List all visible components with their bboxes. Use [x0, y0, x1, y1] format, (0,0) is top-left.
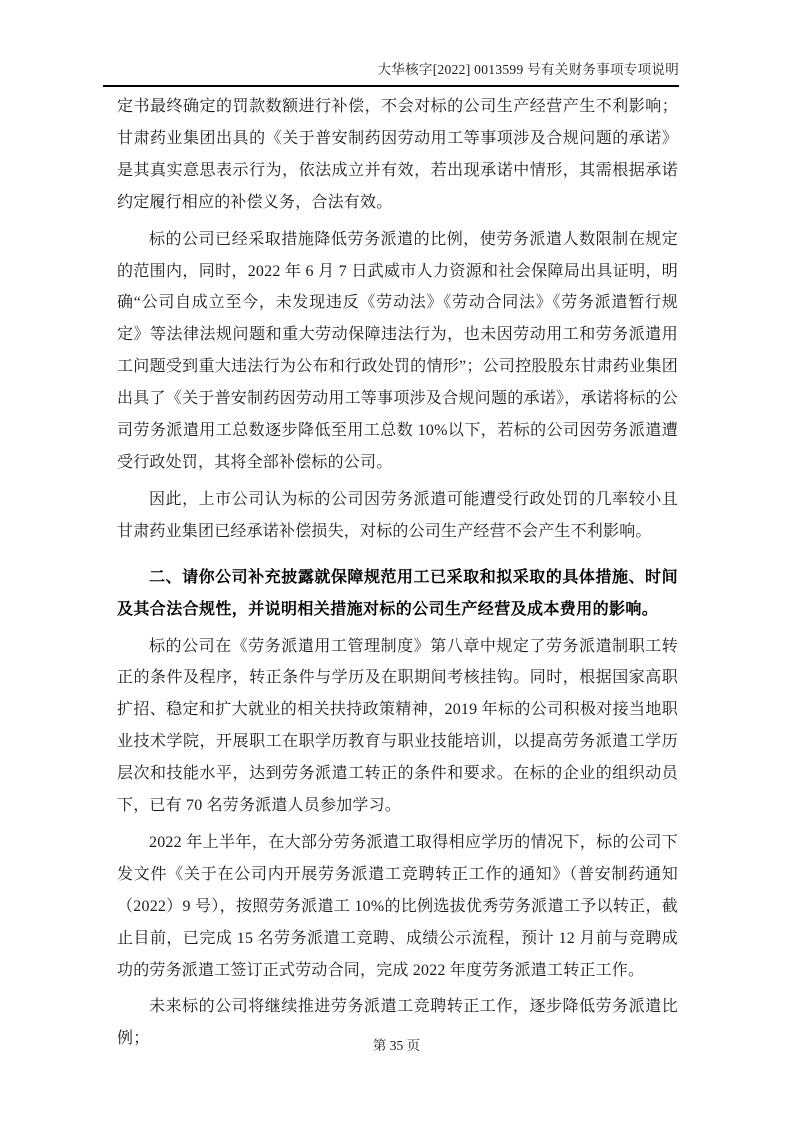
- body-paragraph: 定书最终确定的罚款数额进行补偿，不会对标的公司生产经营产生不利影响；甘肃药业集团出具的《关于普安制药因劳动用工等事项涉及合规问题的承诺》是其真实意思表示行为，依法成立并有效，若出现承诺中情形，其需根据承诺约定履行相应的补偿义务，合法有效。: [117, 98, 678, 211]
- header-rule: [103, 85, 679, 87]
- page-header: [103, 0, 679, 87]
- document-body: [117, 91, 678, 1060]
- section-heading: 二、请你公司补充披露就保障规范用工已采取和拟采取的具体措施、时间及其合法合规性，并说明相关措施对标的公司生产经营及成本费用的影响。: [117, 568, 678, 618]
- body-paragraph: 2022 年上半年，在大部分劳务派遣工取得相应学历的情况下，标的公司下发文件《关于在公司内开展劳务派遣工竞聘转正工作的通知》（普安制药通知（2022）9 号），按照劳务派遣工 10%的比例选拔优秀劳务派遣工予以转正，截止目前，已完成 15 名劳务派遣工竞聘、成绩公示流程，预计 12 月前与竞聘成功的劳务派遣工签订正式劳动合同，完成 2022 年度劳务派遣工转正工作。: [117, 833, 678, 979]
- body-paragraph: 未来标的公司将继续推进劳务派遣工竞聘转正工作，逐步降低劳务派遣比例；: [117, 998, 678, 1048]
- body-paragraph: 因此，上市公司认为标的公司因劳务派遣可能遭受行政处罚的几率较小且甘肃药业集团已经承诺补偿损失，对标的公司生产经营不会产生不利影响。: [117, 490, 678, 540]
- page-number: 第 35 页: [372, 1038, 421, 1053]
- body-paragraph: 标的公司已经采取措施降低劳务派遣的比例，使劳务派遣人数限制在规定的范围内，同时，2022 年 6 月 7 日武威市人力资源和社会保障局出具证明，明确“公司自成立至今，未发现违反《劳动法》《劳动合同法》《劳务派遣暂行规定》等法律法规问题和重大劳动保障违法行为，也未因劳动用工和劳务派遣用工问题受到重大违法行为公布和行政处罚的情形”；公司控股股东甘肃药业集团出具了《关于普安制药因劳动用工等事项涉及合规问题的承诺》，承诺将标的公司劳务派遣用工总数逐步降低至用工总数 10%以下，若标的公司因劳务派遣遭受行政处罚，其将全部补偿标的公司。: [117, 230, 678, 471]
- header-title: 大华核字[2022] 0013599 号有关财务事项专项说明: [377, 62, 679, 77]
- body-paragraph: 标的公司在《劳务派遣用工管理制度》第八章中规定了劳务派遣制职工转正的条件及程序，转正条件与学历及在职期间考核挂钩。同时，根据国家高职扩招、稳定和扩大就业的相关扶持政策精神，2019 年标的公司积极对接当地职业技术学院，开展职工在职学历教育与职业技能培训，以提高劳务派遣工学历层次和技能水平，达到劳务派遣工转正的条件和要求。在标的企业的组织动员下，已有 70 名劳务派遣人员参加学习。: [117, 637, 678, 815]
